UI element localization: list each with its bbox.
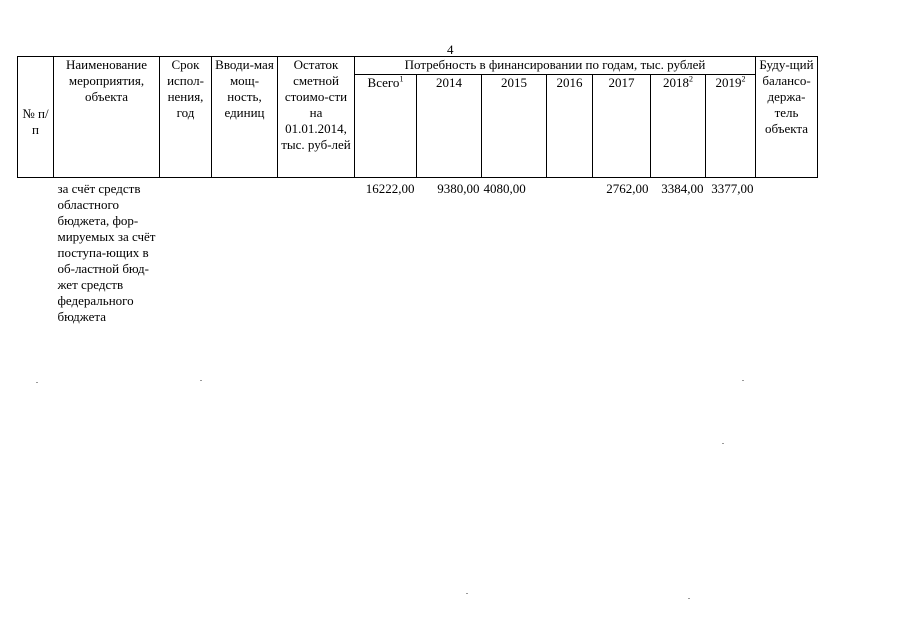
cell-2016 (547, 178, 593, 326)
scan-speck (36, 382, 38, 383)
header-holder: Буду-щий балансо-держа-тель объекта (756, 57, 818, 178)
cell-2014: 9380,00 (437, 181, 480, 196)
header-2017: 2017 (593, 75, 651, 178)
scan-speck (466, 593, 468, 594)
header-power: Вводи-мая мощ-ность, единиц (212, 57, 278, 178)
cell-no (18, 178, 54, 326)
footnote-mark: 2 (741, 75, 746, 85)
footnote-mark: 2 (689, 75, 693, 85)
financing-table (17, 56, 818, 325)
scan-speck (688, 598, 690, 599)
header-2019-label: 2019 (715, 75, 742, 91)
scan-speck (742, 380, 744, 381)
scan-speck (200, 380, 202, 381)
footnote-mark: 1 (399, 75, 404, 85)
header-financing-group: Потребность в финансировании по годам, тыс. рублей (355, 57, 756, 75)
header-2018-label: 2018 (663, 75, 689, 91)
scan-speck (722, 443, 724, 444)
header-2014: 2014 (417, 75, 482, 178)
cell-2019: 3377,00 (711, 181, 754, 196)
cell-holder (756, 178, 818, 326)
table-row (18, 178, 818, 326)
header-total (355, 75, 417, 178)
header-total-label: Всего (367, 75, 400, 91)
cell-term (160, 178, 212, 326)
header-row-1 (18, 57, 818, 75)
header-2018 (651, 75, 706, 178)
cell-total: 16222,00 (365, 181, 415, 196)
header-2019 (706, 75, 756, 178)
header-2016: 2016 (547, 75, 593, 178)
cell-power (212, 178, 278, 326)
header-name: Наименование мероприятия, объекта (54, 57, 160, 178)
header-rest: Остаток сметной стоимо-сти на 01.01.2014, тыс. руб-лей (278, 57, 355, 178)
cell-2018: 3384,00 (661, 181, 704, 196)
page-number: 4 (447, 42, 454, 57)
cell-name: за счёт средств областного бюджета, фор-мируемых за счёт поступа-ющих в об-ластной бюд-жет средств федерального бюджета (57, 181, 156, 324)
cell-rest (278, 178, 355, 326)
cell-2015: 4080,00 (483, 181, 526, 196)
cell-2017: 2762,00 (606, 181, 649, 196)
header-no: № п/п (18, 57, 54, 178)
header-2015: 2015 (482, 75, 547, 178)
header-term: Срок испол-нения, год (160, 57, 212, 178)
